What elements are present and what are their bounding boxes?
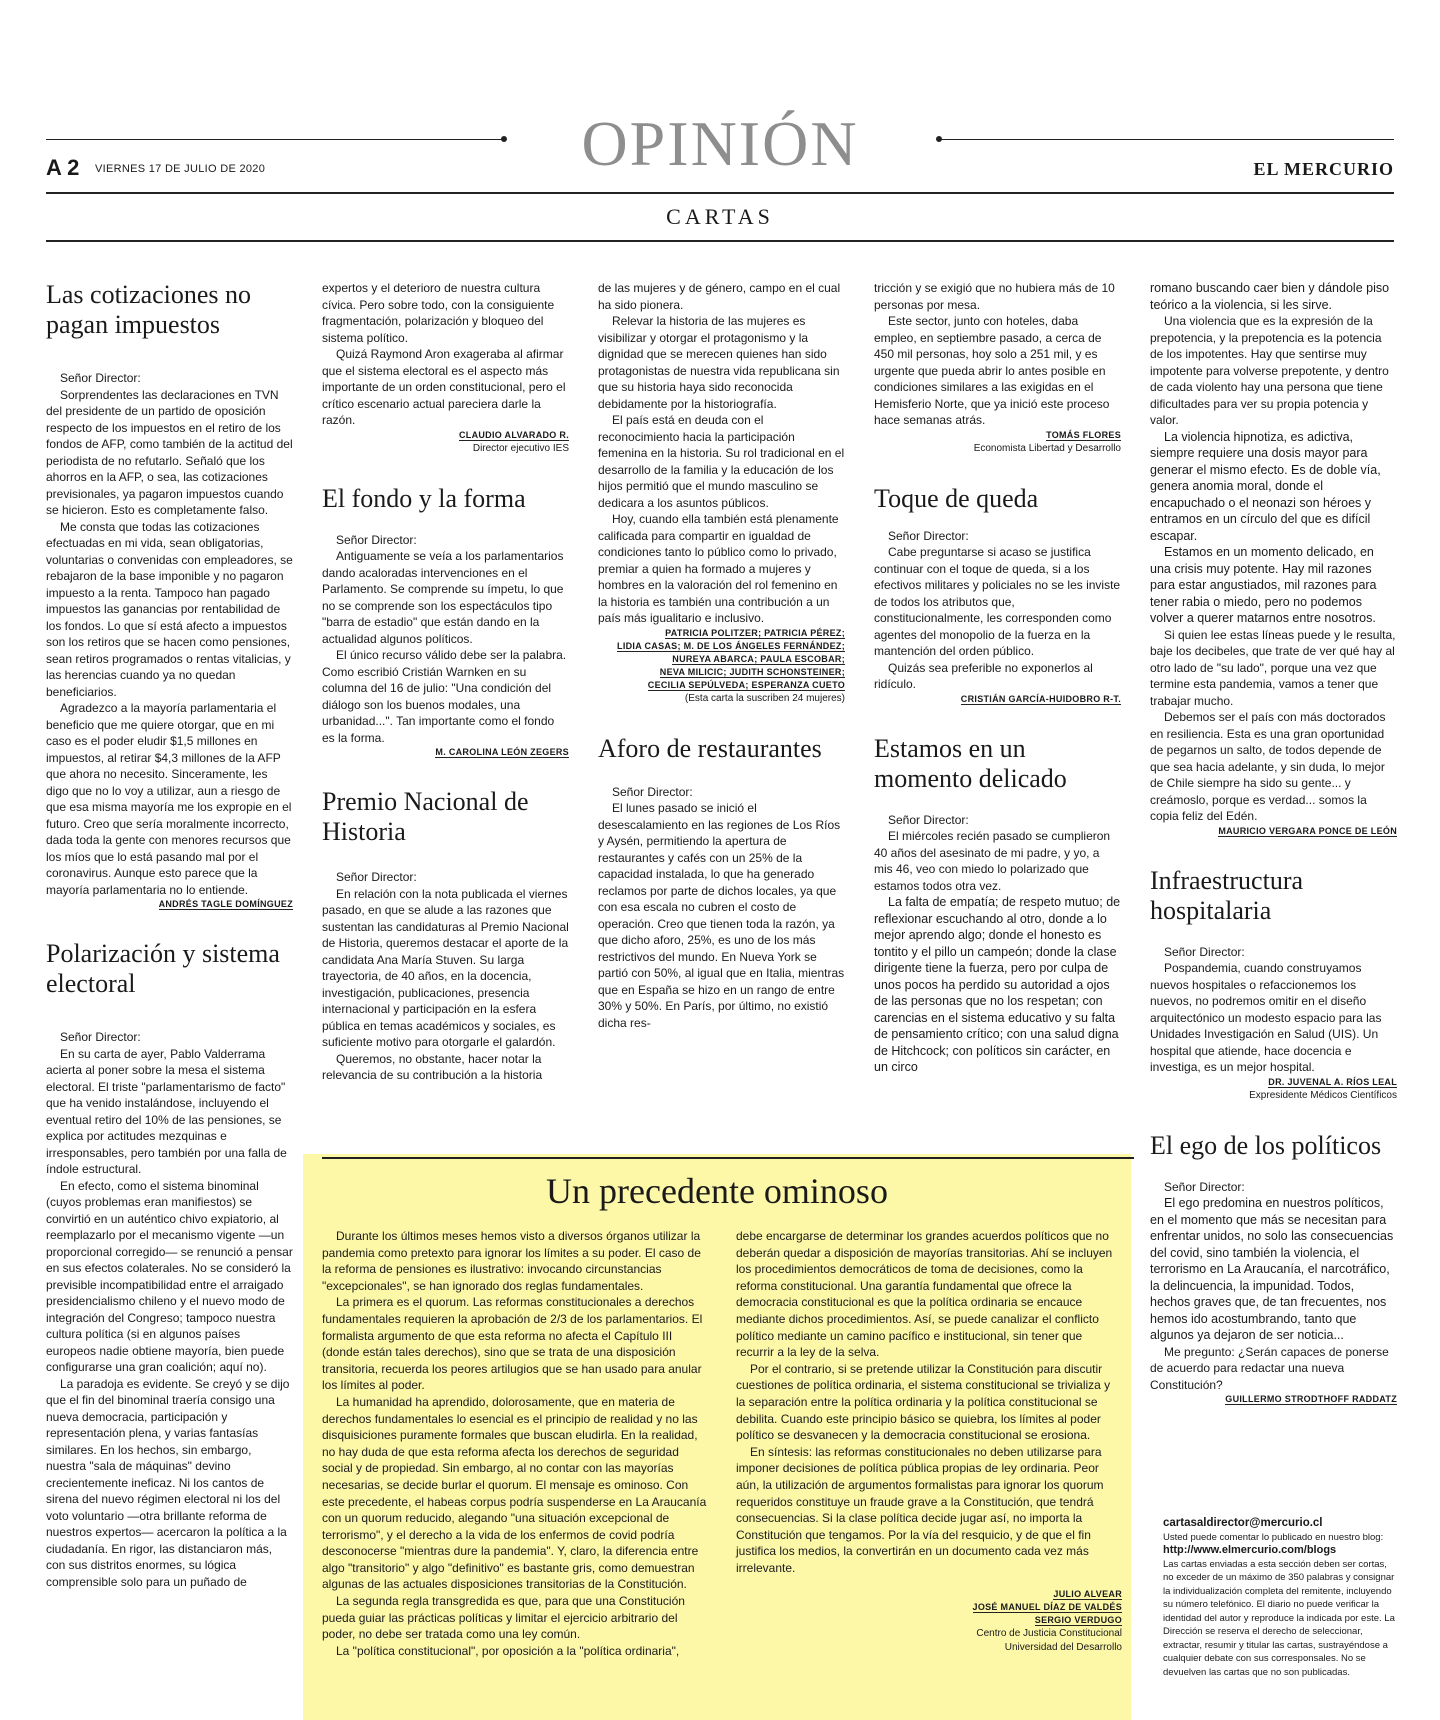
signature [598,627,845,640]
editorial-paragraph: La segunda regla transgredida es que, para que una Constitución pueda guiar las prácticas políticas y limitar el ejercicio arbitrario del poder, no debe ser tratada como una ley común. [322,1594,685,1642]
column-2 [322,280,569,1084]
letter-paragraph: En su carta de ayer, Pablo Valderrama acierta al poner sobre la mesa el sistema electoral. El triste "parlamentarismo de facto" que ha venido instalándose, incluyendo el eventual retiro del 10% de las pensiones, se explica por actitudes mezquinas e irresponsables, pero también por una falla de índole estructural. [46,1046,287,1176]
signature [598,640,845,653]
salutation: Señor Director: [888,812,969,827]
signature-name: JULIO ALVEAR [1053,1589,1122,1600]
blog-link[interactable]: http://www.elmercurio.com/blogs [1163,1544,1337,1556]
letter-paragraph: Hoy, cuando ella también está plenamente calificada para compartir en igualdad de condiciones tanto lo público como lo privado, premiar a quien ha formado a mujeres y hombres en la valoración del rol femenino en la historia es también una contribución a un país más igualitario e inclusivo. [598,512,839,625]
signature [874,693,1121,706]
signature-name: GUILLERMO STRODTHOFF RADDATZ [1225,1394,1397,1404]
signature [1150,1076,1397,1089]
letter-paragraph: La violencia hipnotiza, es adictiva, siempre requiere una dosis mayor para generar el mismo efecto. Es de doble vía, genera anomia moral, donde el encapuchado o el neonazi son héroes y entramos en un círculo del que es difícil escapar. [1150,429,1381,543]
editorial-signature [736,1614,1122,1627]
signature-name: NUREYA ABARCA; PAULA ESCOBAR; [672,653,845,664]
issue-date: VIERNES 17 DE JULIO DE 2020 [95,163,266,175]
masthead-rule-right [941,139,1394,140]
letter-title: El fondo y la forma [322,483,526,513]
submission-rules: Las cartas enviadas a esta sección deben ser cortas, no exceder de un máximo de 350 palabras y consignar la individualización completa del remitente, incluyendo su número telefónico. El diario no puede verificar la identidad del autor y reproduce la indicada por este. La Dirección se reserva el derecho de seleccionar, extractar, resumir y titular las cartas, sustrayéndose a cualquier debate con sus corresponsales. No se devuelven las cartas que no son publicadas. [1163,1558,1395,1678]
column-5 [1150,280,1397,1406]
letter-paragraph: de las mujeres y de género, campo en el cual ha sido pionera. [598,281,841,312]
letter-paragraph: La falta de empatía; de respeto mutuo; de reflexionar escuchando al otro, donde a lo mejor aprendo algo; donde el honesto es tontito y el pillo un campeón; donde la clase dirigente tiene la fuerza, pero por culpa de unos pocos ha perdido su autoridad a ojos de las personas que no los respetan; con carencias en el sistema educativo y su falta de pensamiento crítico; con una salud digna de Hitchcock; con políticos sin carácter, en un circo [874,895,1121,1074]
signature-name: ANDRÉS TAGLE DOMÍNGUEZ [158,899,293,909]
editorial-paragraph: Durante los últimos meses hemos visto a diversos órganos utilizar la pandemia como pretexto para ignorar los límites a su poder. El caso de la reforma de pensiones es ilustrativo: invocando circunstancias "excepcionales", se han ignorado dos reglas fundamentales. [322,1229,701,1293]
letter-title: Infraestructura hospitalaria [1150,865,1304,925]
letter-paragraph: El lunes pasado se inició el desescalamiento en las regiones de Los Ríos y Aysén, permitiendo la apertura de restaurantes y cafés con un 25% de la capacidad instalada, lo que ha generado reclamos por parte de dichos locales, ya que con esa escala no cubren el costo de operación. Creo que tienen toda la razón, ya que dicho aforo, 25%, es uno de los más restrictivos del mundo. En Nueva York se partió con 50%, al igual que en Italia, mientras que en España se hizo en un rango de entre 30% y 50%. En París, por último, no existió dicha res- [598,801,845,1030]
letter-paragraph: El miércoles recién pasado se cumplieron 40 años del asesinato de mi padre, y yo, a mis 46, veo con miedo lo polarizado que estamos todos otra vez. [874,829,1111,893]
affiliation: Economista Libertad y Desarrollo [973,442,1121,454]
signature [322,746,569,759]
letter-paragraph: El único recurso válido debe ser la palabra. Como escribió Cristián Warnken en su columna del 16 de julio: "Una condición del diálogo son los buenos modales, una urbanidad...". Tan importante como el fondo es la forma. [322,648,567,745]
signature-name: SERGIO VERDUGO [1034,1615,1122,1626]
salutation: Señor Director: [336,870,417,884]
letter-paragraph: La paradoja es evidente. Se creyó y se dijo que el fin del binominal traería consigo una nueva democracia, participación y representación plena, y varias fantasías similares. En los hechos, sin embargo, nuestra "sala de máquinas" devino crecientemente ineficaz. Ni los cantos de sirena del nuevo régimen electoral ni los del voto voluntario —otra brillante reforma de nuestros expertos— acercaron la política a la ciudadanía. En rigor, las distanciaron más, con sus distritos enormes, su lógica comprensible solo para un puñado de [46,1376,290,1589]
blog-intro: Usted puede comentar lo publicado en nuestro blog: [1163,1531,1384,1543]
salutation: Señor Director: [612,784,693,799]
editorial-top-rule [322,1157,1134,1159]
signature-name: LIDIA CASAS; M. DE LOS ÁNGELES FERNÁNDEZ; [617,640,845,651]
editorial-column-right [736,1228,1122,1655]
letter-paragraph: Me pregunto: ¿Serán capaces de ponerse de acuerdo para redactar una nueva Constitución? [1150,1344,1389,1392]
signature [46,898,293,911]
column-3 [598,280,845,1031]
masthead-divider [46,192,1394,194]
letter-paragraph: romano buscando caer bien y dándole piso teórico a la violencia, si les sirve. [1150,281,1390,312]
letter-title: Aforo de restaurantes [598,733,822,763]
salutation: Señor Director: [1164,944,1245,959]
signature-name: MAURICIO VERGARA PONCE DE LEÓN [1218,825,1397,836]
letter-paragraph: tricción y se exigió que no hubiera más de 10 personas por mesa. [874,281,1115,312]
contact-email-link[interactable]: cartasaldirector@mercurio.cl [1163,1517,1323,1529]
letter-title: Estamos en un momento delicado [874,733,1067,793]
letter-title: Polarización y sistema electoral [46,939,280,998]
editorial-title: Un precedente ominoso [546,1171,888,1211]
signature [598,679,845,692]
salutation: Señor Director: [336,532,417,547]
salutation: Señor Director: [60,371,141,385]
page-number: A 2 [46,155,80,180]
signature-name: DR. JUVENAL A. RÍOS LEAL [1268,1076,1397,1087]
signature-name: NEVA MILICIC; JUDITH SCHONSTEINER; [659,666,845,677]
letter-title: El ego de los políticos [1150,1130,1382,1160]
letter-paragraph: Queremos, no obstante, hacer notar la relevancia de su contribución a la historia [322,1051,543,1082]
letter-paragraph: Estamos en un momento delicado, en una crisis muy potente. Hay mil razones para estar angustiados, mil razones para tener rabia o miedo, pero no podemos volver a querer matarnos entre nosotros. [1150,545,1377,625]
signature [598,653,845,666]
salutation: Señor Director: [1164,1179,1245,1194]
signature [322,429,569,442]
letter-paragraph: Antiguamente se veía a los parlamentarios dando acaloradas intervenciones en el Parlamento. Se comprende su ímpetu, lo que no se comprende son los espectáculos tipo "barra de estadio" que están dando en la actualidad algunos políticos. [322,549,564,646]
section-title: OPINIÓN [581,108,859,179]
signatories-note: (Esta carta la suscriben 24 mujeres) [684,692,845,704]
letter-paragraph: Quizás sea preferible no exponerlos al ridículo. [874,660,1093,691]
letter-title: Premio Nacional de Historia [322,787,529,846]
signature [874,429,1121,442]
signature [598,666,845,679]
subsection-title: CARTAS [666,204,774,229]
editorial-affiliation: Universidad del Desarrollo [1004,1642,1122,1654]
letter-paragraph: Este sector, junto con hoteles, daba empleo, en septiembre pasado, a cerca de 450 mil personas, hoy solo a 251 mil, y es urgente que pueda abrir lo antes posible en condiciones similares a las exigidas en el Hemisferio Norte, que ya inició este proceso hace semanas atrás. [874,314,1110,427]
letter-paragraph: Agradezco a la mayoría parlamentaria el beneficio que me quiere otorgar, que en mi caso es el poder eludir $1,5 millones en impuestos, al retirar $4,3 millones de la AFP que ahora no necesito. Sinceramente, les digo que no lo voy a utilizar, aun a riesgo de que esa misma mayoría me los expropie en el futuro. Creo que sería moralmente incorrecto, dada toda la gente con menores recursos que los míos que lo está pasando mal por el coronavirus. Aunque esto parece que la mayoría parlamentaria no lo entiende. [46,701,292,897]
masthead-dot-right [936,136,942,142]
column-4 [874,280,1121,1076]
signature-name: TOMÁS FLORES [1046,429,1121,440]
signature-name: CRISTIÁN GARCÍA-HUIDOBRO R-T. [960,693,1121,704]
editorial-paragraph: En síntesis: las reformas constitucionales no deben utilizarse para imponer decisiones de política pública propias de ley ordinaria. Peor aún, la utilización de argumentos formalistas para ignorar los quorum requeridos constituye un fraude grave a la Constitución, que tendrá consecuencias. Si la clase política decide jugar así, no importa la Constitución que tengamos. Por la vía del resquicio, y de que el fin justifica los medios, la convertirán en un documento cada vez más irrelevante. [736,1444,1104,1575]
editorial-column-left [322,1228,712,1659]
salutation: Señor Director: [60,1030,141,1044]
contact-info-box [1163,1517,1400,1679]
letter-paragraph: En efecto, como el sistema binominal (cuyos problemas eran manifiestos) se convirtió en un auténtico chivo expiatorio, al reemplazarlo por el mecanismo vigente —un proporcional corregido— se renunció a pensar en sus efectos colaterales. No se consideró la previsible incompatibilidad entre el arraigado presidencialismo chileno y el nuevo modo de integración del Congreso; tampoco nuestra cultura política (si en algunos países europeos nadie obtiene mayoría, bien puede configurarse una gran coalición; aquí no). [46,1178,293,1374]
affiliation: Expresidente Médicos Científicos [1249,1089,1397,1101]
signature [1150,1393,1397,1406]
letter-paragraph: Una violencia que es la expresión de la prepotencia, y la prepotencia es la potencia de los impotentes. Hay que sentirse muy impotente para volverse prepotente, y dentro de cada violento hay una persona que tiene dificultades para ver su propia potencia y valor. [1150,314,1389,427]
letter-paragraph: Debemos ser el país con más doctorados en resiliencia. Esta es una gran oportunidad de pegarnos un salto, de todos depende de que sea hacia adelante, y sin duda, lo mejor de Chile siempre ha sido su gente... y creámoslo, porque es verdad... somos la copia feliz del Edén. [1150,710,1386,823]
editorial-paragraph: La humanidad ha aprendido, dolorosamente, que en materia de derechos fundamentales lo esencial es el principio de realidad y no las disquisiciones puramente formales que buscan eludirla. En la realidad, no hay duda de que esta reforma afecta los derechos de seguridad social y de propiedad. Sin embargo, al no contar con las mayorías necesarias, se decide burlar el quorum. El mensaje es ominoso. Con este precedente, el habeas corpus podría suspenderse en La Araucanía con un quorum reducido, alegando "una situación excepcional de terrorismo", y el derecho a la vida de los enfermos de covid podría desconocerse "mientras dure la pandemia". Y, claro, la diferencia entre algo "transitorio" y algo "definitivo" es bastante gris, como demuestran algunas de las actuales disposiciones transitorias de la Constitución. [322,1394,707,1592]
signature [1150,825,1397,838]
salutation: Señor Director: [888,528,969,543]
subsection-divider [46,240,1394,242]
letter-paragraph: Pospandemia, cuando construyamos nuevos hospitales o refaccionemos los nuevos, no podremos omitir en el diseño arquitectónico un modesto espacio para las Unidades Investigación en Salud (UIS). Un hospital que atiende, hace docencia e investiga, es un mejor hospital. [1150,961,1382,1074]
letter-paragraph: Relevar la historia de las mujeres es visibilizar y otorgar el protagonismo y la dignidad que se merecen quienes han sido protagonistas de nuestra vida republicana sin que su historia haya sido reconocida debidamente por la historiografía. [598,314,840,411]
newspaper-name: EL MERCURIO [1253,159,1394,179]
masthead-rule-left [46,139,502,140]
letter-paragraph: Si quien lee estas líneas puede y le resulta, baje los decibeles, que trate de ver qué hay al otro lado de "su lado", porque una vez que termine esta pandemia, vamos a tener que trabajar mucho. [1150,627,1396,708]
letter-paragraph: El ego predomina en nuestros políticos, en el momento que más se necesitan para enfrentar unidos, no solo las consecuencias del covid, sino también la violencia, el terrorismo en La Araucanía, el narcotráfico, la delincuencia, la impunidad. Todos, hechos graves que, de tan frecuentes, nos hemos ido acostumbrando, tanto que algunos ya dejaron de ser noticia... [1150,1196,1394,1342]
letter-paragraph: Me consta que todas las cotizaciones efectuadas en mi vida, sean obligatorias, voluntarias o convenidas con empleadores, se rebajaron de la base imponible y no pagaron impuesto a la renta. Tampoco han pagado impuestos las ganancias por rentabilidad de los fondos. Lo que sí está afecto a impuestos son los retiros que se hacen como pensiones, sean retiros programados o rentas vitalicias, y las herencias cuando ya no quedan beneficiarios. [46,519,293,699]
letter-paragraph: En relación con la nota publicada el viernes pasado, en que se alude a las razones que sustentan las candidaturas al Premio Nacional de Historia, queremos destacar el aporte de la candidata Ana María Stuven. Su larga trayectoria, de 40 años, en la docencia, investigación, publicaciones, presencia internacional y participación en la esfera pública en temas académicos y sociales, es suficiente motivo para otorgarle el galardón. [322,886,569,1049]
editorial-affiliation: Centro de Justicia Constitucional [976,1628,1122,1640]
column-1 [46,280,293,1590]
letter-paragraph: Quizá Raymond Aron exageraba al afirmar que el sistema electoral es el aspecto más importante de un orden constitucional, pero el crítico escenario actual pareciera darle la razón. [322,347,566,427]
signature-name: JOSÉ MANUEL DÍAZ DE VALDÉS [972,1602,1122,1613]
editorial-paragraph: La primera es el quorum. Las reformas constitucionales a derechos fundamentales requieren la aprobación de 2/3 de los parlamentarios. El formalista argumento de que esta reforma no afecta el Capítulo III (donde están tales derechos), sino que se trata de una disposición transitoria, recuerda los peores artilugios que se han usado para anular los límites al poder. [322,1295,703,1393]
affiliation: Director ejecutivo IES [472,442,569,454]
letter-paragraph: Sorprendentes las declaraciones en TVN del presidente de un partido de oposición respecto de los impuestos en el retiro de los fondos de AFP, como también de la actitud del periodista de no refutarlo. Señaló que los ahorros en la AFP, o sea, las cotizaciones previsionales, ya pagaron impuestos cuando se hicieron. Esto es completamente falso. [46,387,293,517]
editorial-signature [736,1588,1122,1601]
letter-title: Toque de queda [874,483,1039,513]
signature-name: CECILIA SEPÚLVEDA; ESPERANZA CUETO [647,679,845,690]
letter-paragraph: Cabe preguntarse si acaso se justifica continuar con el toque de queda, si a los efectivos militares y policiales no se les inviste de todos los atributos que, constitucionalmente, les corresponden como agentes del monopolio de la fuerza en la mantención del orden público. [874,545,1121,658]
editorial-paragraph: Por el contrario, si se pretende utilizar la Constitución para discutir cuestiones de política ordinaria, el sistema constitucional se trivializa y la separación entre la política ordinaria y la política constitucional se debilita. Cuando este principio básico se quiebra, los límites al poder político se desvanecen y la democracia constitucional se erosiona. [736,1361,1111,1443]
signature-name: PATRICIA POLITZER; PATRICIA PÉREZ; [665,627,845,638]
editorial-paragraph: debe encargarse de determinar los grandes acuerdos políticos que no deberán quedar a disposición de mayorías transitorias. Ahí se incluyen los procedimientos democráticos de toma de decisiones, como la reforma constitucional. Una garantía fundamental que ofrece la democracia constitucional es que la política ordinaria se encauce mediante dichos procedimientos. Así, se puede canalizar el conflicto político mediante un camino pacífico e institucional, sin tener que recurrir a la ley de la selva. [736,1229,1113,1360]
masthead-dot-left [501,136,507,142]
signature-name: CLAUDIO ALVARADO R. [458,429,569,440]
editorial-signature [736,1601,1122,1614]
letter-title: Las cotizaciones no pagan impuestos [46,280,252,339]
letter-paragraph: expertos y el deterioro de nuestra cultura cívica. Pero sobre todo, con la consiguiente fragmentación, polarización y bloqueo del sistema político. [322,281,555,345]
editorial-paragraph: La "política constitucional", por oposición a la "política ordinaria", [336,1643,680,1658]
letter-paragraph: El país está en deuda con el reconocimiento hacia la participación femenina en la historia. Su rol tradicional en el desarrollo de la familia y la educación de los hijos permitió que el mundo masculino se dedicara a los asuntos públicos. [598,413,845,510]
signature-name: M. CAROLINA LEÓN ZEGERS [435,747,569,757]
